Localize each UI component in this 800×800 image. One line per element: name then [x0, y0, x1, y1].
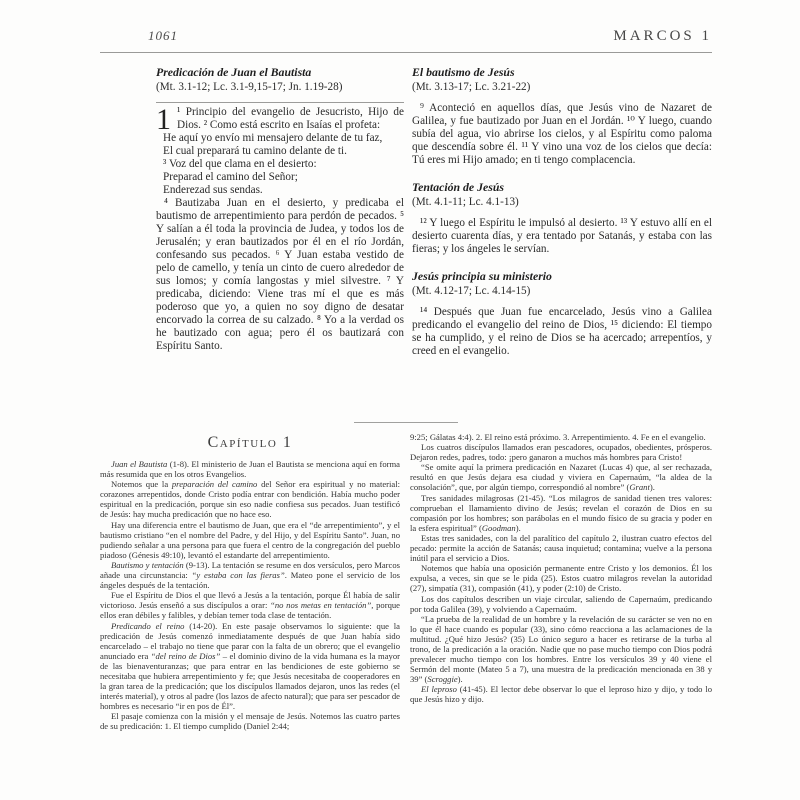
- text-run: Tres sanidades milagrosas (21-45). “Los milagros de sanidad tienen tres valores: comprueban el llamamiento divino de Jesús; revelan el corazón de Dios en su compasión por los hombres; son parábolas en el mundo físico de su gracia y poder en la esfera espiritual” (: [410, 492, 712, 533]
- commentary-paragraph: [410, 432, 712, 442]
- verse-paragraph: ⁴ Bautizaba Juan en el desierto, y predicaba el bautismo de arrepentimiento para perdón de pecados. ⁵ Y salían a él toda la provincia de Judea, y todos los de Jerusalén; y eran bautizados por él en el río Jordán, confesando sus pecados. ⁶ Y Juan estaba vestido de pelo de camello, y tenía un cinto de cuero alrededor de sus lomos; y comía langostas y miel silvestre. ⁷ Y predicaba, diciendo: Viene tras mí el que es más poderoso que yo, a quien no soy digno de desatar encorvado la correa de su calzado. ⁸ Yo a la verdad os he bautizado con agua; pero él os bautizará con Espíritu Santo.: [156, 197, 404, 352]
- scripture-section: [100, 65, 712, 415]
- italic-run: preparación del camino: [171, 479, 258, 490]
- commentary-paragraph: [410, 442, 712, 462]
- scripture-subsection: [412, 269, 712, 358]
- italic-run: Goodman: [481, 522, 516, 533]
- commentary-paragraph: [410, 594, 712, 614]
- text-run: Hay una diferencia entre el bautismo de Juan, que era el “de arrepentimiento”, y el bautismo cristiano “en el nombre del Padre, y del Hijo, y del Espíritu Santo”. Juan, no pudiendo señalar a una persona para que fuera el centro de la congregación del pueblo piadoso (Génesis 49:10), levantó el estandarte del arrepentimiento.: [100, 519, 400, 560]
- text-run: “La prueba de la realidad de un hombre y la revelación de su carácter se ven no en lo que él hace cuando es popular (33), sino cómo reacciona a las aclamaciones de la multitud. ¿Qué hizo Jesús? (35) Lo único seguro a hacer es retirarse de la turba al trono, de la predicación a la oración. Nadie que no pase mucho tiempo con Dios podrá prevalecer mucho tiempo con los hombres. Entre los versículos 39 y 40 viene el Sermón del monte (Mateo 5 a 7), una muestra de la predicación mencionada en 38 y 39” (: [410, 613, 712, 685]
- text-run: ).: [457, 674, 463, 685]
- commentary-paragraph: [100, 711, 400, 731]
- commentary-paragraph: [410, 462, 712, 492]
- verse-text: ¹ Principio del evangelio de Jesucristo, Hijo de Dios. ² Como está escrito en Isaías el profeta:: [177, 106, 404, 131]
- verse-paragraph: ¹² Y luego el Espíritu le impulsó al desierto. ¹³ Y estuvo allí en el desierto cuarenta días, y era tentado por Satanás, y estaba con las fieras; y los ángeles le servían.: [412, 217, 712, 255]
- text-run: (14-20). En este pasaje observamos lo siguiente: que la predicación de Jesús comenzó inmediatamente después de que Juan había sido encarcelado – el trabajo no tiene que parar con la falta de un obrero; que el evangelio anunciado era: [100, 620, 400, 661]
- column-gap: [400, 432, 410, 732]
- section-heading: Jesús principia su ministerio: [412, 269, 552, 283]
- text-run: Estas tres sanidades, con la del paralítico del capítulo 2, ilustran cuatro efectos del pecado: permite la acción de Satanás; causa inquietud; contamina; vuelve a la persona inútil para el servicio a Dios.: [410, 532, 712, 564]
- header-rule: [100, 52, 712, 53]
- page-number: 1061: [148, 28, 178, 43]
- column-gap: [404, 65, 412, 415]
- section-heading: Predicación de Juan el Bautista: [156, 65, 312, 79]
- commentary-title: Capítulo 1: [207, 434, 293, 451]
- commentary-paragraph: [410, 614, 712, 685]
- text-run: , porque ellos eran débiles y falibles, y debían temer toda clase de tentación.: [100, 600, 400, 621]
- page-header: [100, 28, 712, 45]
- text-run: “Se omite aquí la primera predicación en Nazaret (Lucas 4) que, al ser rechazada, resultó en que Jesús dejara esa ciudad y viviera en Capernaúm, “la aldea de la consolación”, que, por algún tiempo, correspondió al nombre” (: [410, 462, 712, 493]
- section-refs: (Mt. 4.1-11; Lc. 4.1-13): [412, 196, 519, 208]
- verse-paragraph: ⁹ Aconteció en aquellos días, que Jesús vino de Nazaret de Galilea, y fue bautizado por Juan en el Jordán. ¹⁰ Y luego, cuando subía del agua, vio abrirse los cielos, y al Espíritu como paloma que descendía sobre él. ¹¹ Y vino una voz de los cielos que decía: Tú eres mi Hijo amado; en ti tengo complacencia.: [412, 102, 712, 166]
- text-run: Fue el Espíritu de Dios el que llevó a Jesús a la tentación, porque Él había de salir victorioso. Jesús enseñó a sus discípulos a orar:: [100, 590, 400, 611]
- commentary-paragraph: [410, 563, 712, 593]
- verse-paragraph: ¹⁴ Después que Juan fue encarcelado, Jesús vino a Galilea predicando el evangelio del reino de Dios, ¹⁵ diciendo: El tiempo se ha cumplido, y el reino de Dios se ha acercado; arrepentíos, y creed en el evangelio.: [412, 306, 712, 357]
- page-content: [100, 28, 712, 732]
- text-run: (1-8). El ministerio de Juan el Bautista se menciona aquí en forma más resumida que en los otros Evangelios.: [100, 459, 400, 480]
- italic-run: Predicando el reino: [111, 620, 185, 631]
- italic-run: Grant: [629, 482, 650, 493]
- text-run: . Mateo pone el servicio de los ángeles después de la tentación.: [100, 570, 401, 591]
- section-refs: (Mt. 3.13-17; Lc. 3.21-22): [412, 81, 531, 93]
- commentary-paragraph: [100, 621, 400, 712]
- text-run: Notemos que había una oposición permanente entre Cristo y los demonios. Él los expulsa, a veces, sin que se le pida (25). Estos cuatro milagros revelan la autoridad (27), simpatía (31), compasión (41), y poder (2:10) de Cristo.: [410, 563, 712, 594]
- commentary-paragraph: [100, 479, 400, 519]
- poetry-line: Enderezad sus sendas.: [163, 184, 263, 196]
- text-run: – el dominio divino de la vida humana es la mayor de las bienaventuranzas; que para entrar en las bendiciones de este gobierno se necesitaba que hubiera arrepentimiento y fe; que Jesús necesitaba de cooperadores en la gran tarea de la predicación; que los discípulos llamados dejaron, unos las redes (el interés material), y otros al padre (los lazos de afecto natural); que para ser pescador de hombres es necesario “ir en pos de Él”.: [100, 650, 401, 712]
- poetry-line: ³ Voz del que clama en el desierto:: [163, 158, 317, 170]
- scripture-subsection: [412, 65, 712, 167]
- text-run: (9-13). La tentación se resume en dos versículos, pero Marcos añade una circunstancia:: [100, 559, 401, 581]
- poetry-line: He aquí yo envío mi mensajero delante de tu faz,: [163, 132, 383, 144]
- italic-run: Scroggie: [427, 674, 458, 685]
- chapter-drop-cap: 1: [156, 103, 171, 136]
- commentary-paragraph: [100, 560, 400, 590]
- scripture-column-left: [156, 65, 404, 415]
- text-run: (41-45). El lector debe observar lo que el leproso hizo y dijo, y todo lo que Jesús hizo y dijo.: [410, 684, 713, 705]
- text-run: ).: [515, 522, 521, 533]
- italic-run: “y estaba con las fieras”: [191, 570, 285, 581]
- section-heading: Tentación de Jesús: [412, 180, 504, 194]
- text-run: El pasaje comienza con la misión y el mensaje de Jesús. Notemos las cuatro partes de su predicación: 1. El tiempo cumplido (Daniel 2:44;: [100, 711, 400, 732]
- commentary-paragraph: [100, 590, 400, 620]
- commentary-section: [100, 432, 712, 732]
- section-refs: (Mt. 3.1-12; Lc. 3.1-9,15-17; Jn. 1.19-28): [156, 81, 343, 93]
- text-run: del Señor era espiritual y no material: corazones arrepentidos, donde Cristo podía entrar con bendición. Había mucho poder espiritual en la predicación, porque sin eso nadie confiesa sus pecados. Juan testificó de Jesús: hay mucha predicación que no hace eso.: [100, 479, 400, 520]
- poetry-line: El cual preparará tu camino delante de ti.: [163, 145, 347, 157]
- commentary-paragraph: [410, 533, 712, 563]
- commentary-paragraph: [410, 493, 712, 533]
- scripture-subsection: [412, 180, 712, 256]
- section-heading: El bautismo de Jesús: [412, 65, 515, 79]
- commentary-column-right: [410, 432, 712, 732]
- commentary-paragraph: [100, 459, 400, 479]
- text-run: Los dos capítulos describen un viaje circular, saliendo de Capernaúm, predicando por toda Galilea (39), y volviendo a Capernaúm.: [410, 593, 712, 614]
- italic-run: “no nos metas en tentación”: [270, 600, 372, 611]
- poetry-line: Preparad el camino del Señor;: [163, 171, 298, 183]
- section-refs: (Mt. 4.12-17; Lc. 4.14-15): [412, 285, 531, 297]
- chapter-opening: [156, 102, 404, 136]
- text-run: Notemos que la: [111, 479, 172, 490]
- italic-run: “del reino de Dios”: [150, 650, 221, 661]
- text-run: Los cuatros discípulos llamados eran pescadores, ocupados, obedientes, prósperos. Dejaron redes, padres, todo: ¡pero ganaron a muchos más hombres para Cristo!: [410, 442, 712, 463]
- commentary-paragraph: [100, 520, 400, 560]
- scripture-column-right: [412, 65, 712, 415]
- text-run: ).: [649, 482, 655, 493]
- commentary-paragraph: [410, 684, 712, 704]
- italic-run: El leproso: [421, 684, 457, 695]
- left-margin-spacer: [100, 65, 156, 415]
- book-title: MARCOS 1: [613, 28, 712, 44]
- text-run: 9:25; Gálatas 4:4). 2. El reino está próximo. 3. Arrepentimiento. 4. Fe en el evangelio.: [410, 432, 706, 442]
- italic-run: Bautismo y tentación: [111, 559, 184, 570]
- section-divider: [354, 422, 458, 423]
- italic-run: Juan el Bautista: [111, 459, 168, 469]
- commentary-column-left: [100, 432, 400, 732]
